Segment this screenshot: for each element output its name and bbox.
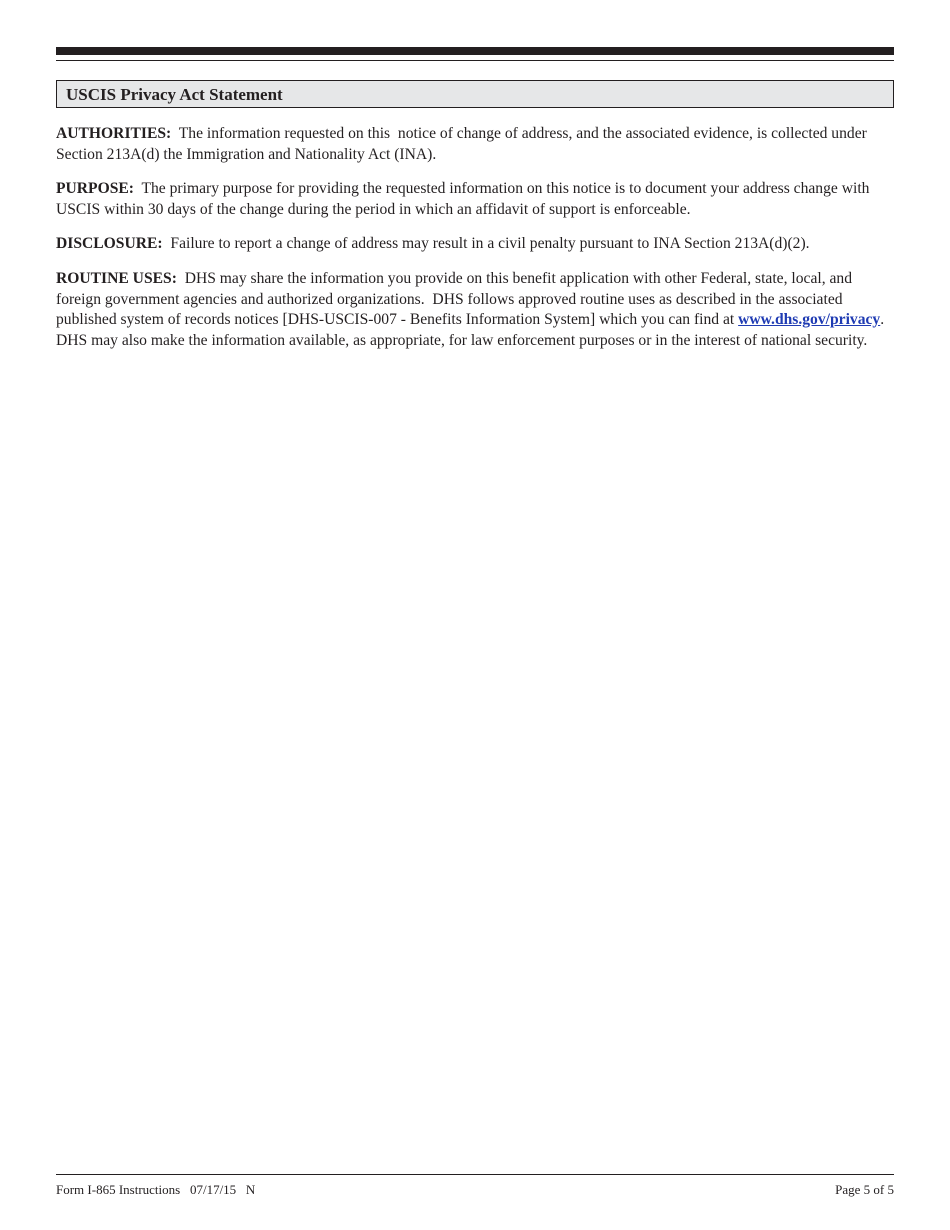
purpose-term: PURPOSE: xyxy=(56,180,134,197)
top-thin-rule xyxy=(56,60,894,61)
dhs-privacy-link[interactable]: www.dhs.gov/privacy xyxy=(738,311,881,329)
section-header-box xyxy=(56,80,894,108)
footer-page-number: Page 5 of 5 xyxy=(835,1182,894,1197)
disclosure-text: Failure to report a change of address may result in a civil penalty pursuant to INA Section 213A(d)(2). xyxy=(162,235,810,252)
authorities-text: The information requested on this notice of change of address, and the associated evidence, is collected under Section 213A(d) the Immigration and Nationality Act (INA). xyxy=(56,125,871,163)
disclosure-paragraph xyxy=(56,234,896,255)
authorities-term: AUTHORITIES: xyxy=(56,125,172,142)
purpose-text: The primary purpose for providing the requested information on this notice is to document your address change with USCIS within 30 days of the change during the period in which an affidavit of support is enforceable. xyxy=(56,180,874,218)
purpose-paragraph xyxy=(56,179,896,220)
disclosure-term: DISCLOSURE: xyxy=(56,235,163,252)
routine-uses-text-before-link: DHS may share the information you provide on this benefit application with other Federal, state, local, and foreign government agencies and authorized organizations. DHS follows approved routine uses as described in the associated published system of records notices [DHS-USCIS-007 - Benefits Information System] which you can find at xyxy=(56,270,856,329)
authorities-paragraph xyxy=(56,124,896,165)
section-title: USCIS Privacy Act Statement xyxy=(66,85,283,104)
top-thick-rule xyxy=(56,47,894,55)
footer-rule xyxy=(56,1174,894,1175)
routine-uses-paragraph xyxy=(56,269,896,351)
footer-form-info: Form I-865 Instructions 07/17/15 N xyxy=(56,1182,256,1197)
routine-uses-term: ROUTINE USES: xyxy=(56,270,177,287)
routine-uses-text-after-link: . DHS may also make the information available, as appropriate, for law enforcement purposes or in the interest of national security. xyxy=(56,311,892,349)
